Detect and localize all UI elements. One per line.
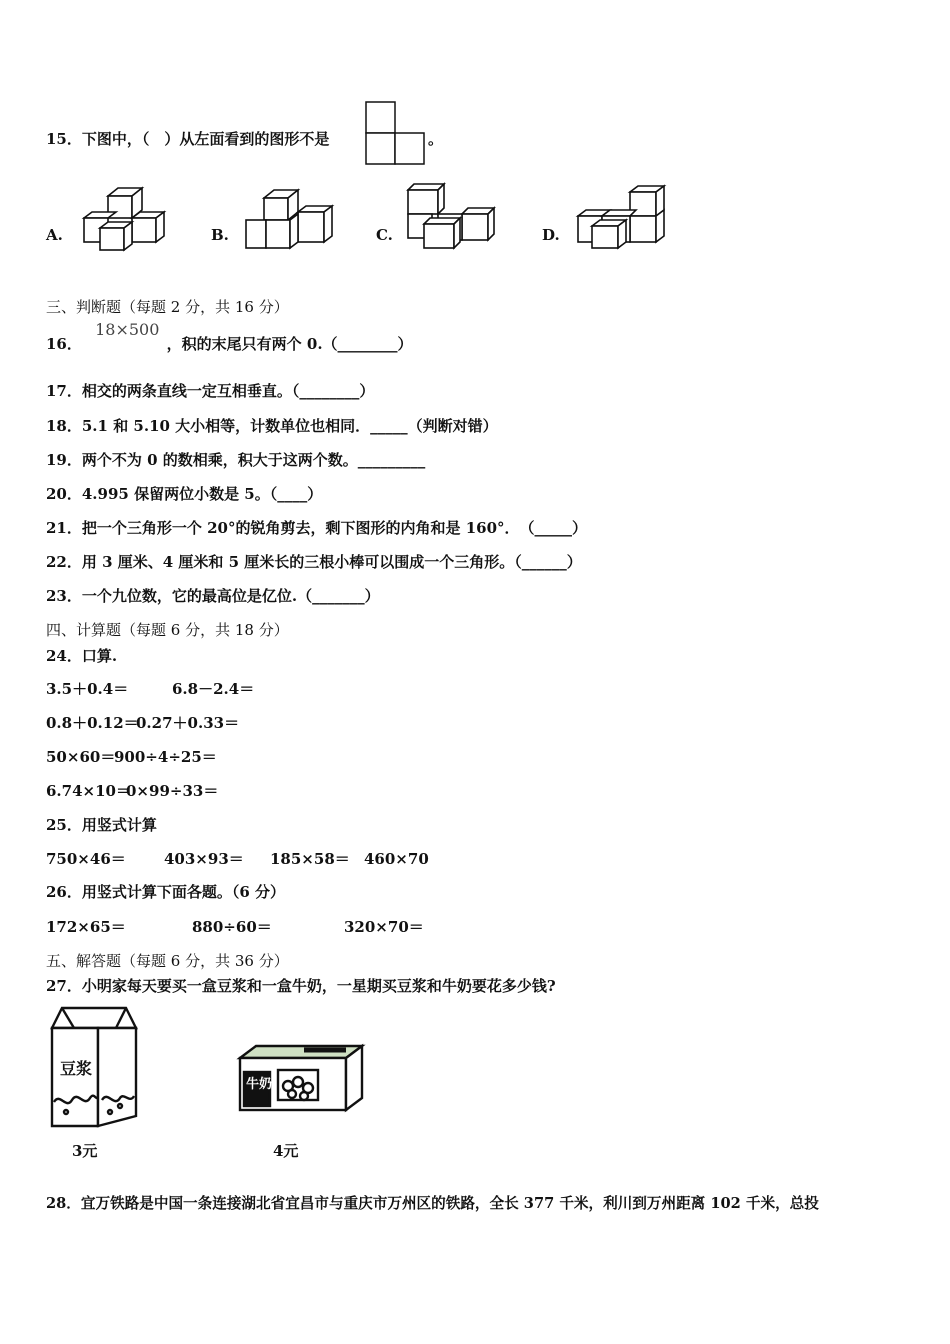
question-16-formula: 18×500 [95, 320, 160, 339]
question-18: 18．5.1 和 5.10 大小相等，计数单位也相同．_____（判断对错） [46, 417, 498, 435]
vertical-calc-item: 460×70 [364, 850, 429, 868]
oral-calc-item: 3.5＋0.4＝ [46, 680, 129, 698]
question-16-text: ，积的末尾只有两个 0.（________） [166, 335, 413, 353]
oral-calc-item: 0.27＋0.33＝ [136, 714, 240, 732]
oral-calc-item: 0.8＋0.12＝ [46, 714, 139, 732]
soy-milk-price: 3元 [72, 1142, 98, 1160]
question-27: 27．小明家每天要买一盒豆浆和一盒牛奶，一星期买豆浆和牛奶要花多少钱? [46, 977, 556, 995]
question-16-number: 16． [46, 335, 82, 353]
question-20: 20．4.995 保留两位小数是 5。（____） [46, 485, 323, 503]
soy-milk-carton-image [44, 1004, 144, 1132]
question-23: 23．一个九位数，它的最高位是亿位.（_______） [46, 587, 380, 605]
vertical-calc-item: 185×58＝ [270, 850, 350, 868]
option-b-label: B. [211, 226, 229, 244]
vertical-calc-item: 403×93＝ [164, 850, 244, 868]
question-25-title: 25．用竖式计算 [46, 816, 157, 834]
oral-calc-item: 6.8－2.4＝ [172, 680, 255, 698]
oral-calc-row-4 [46, 780, 218, 801]
section-3-heading: 三、判断题（每题 2 分，共 16 分） [46, 298, 289, 316]
section-4-heading: 四、计算题（每题 6 分，共 18 分） [46, 621, 289, 639]
milk-price: 4元 [273, 1142, 299, 1160]
cube-figure-a [80, 184, 172, 254]
question-15-text: 15．下图中，（ ）从左面看到的图形不是 [46, 130, 330, 148]
section-5-heading: 五、解答题（每题 6 分，共 36 分） [46, 952, 289, 970]
milk-label: 牛奶 [246, 1077, 273, 1092]
vertical-calc-item: 172×65＝ [46, 918, 126, 936]
question-26-title: 26．用竖式计算下面各题。（6 分） [46, 883, 286, 901]
question-17: 17．相交的两条直线一定互相垂直。（________） [46, 382, 375, 400]
question-16 [46, 320, 413, 354]
oral-calc-item: 50×60＝ [46, 748, 116, 766]
question-15-end: 。 [428, 130, 444, 148]
question-28: 28．宜万铁路是中国一条连接湖北省宜昌市与重庆市万州区的铁路，全长 377 千米，利川到万州距离 102 千米，总投 [46, 1195, 819, 1212]
vertical-calc-row [46, 848, 429, 869]
question-22: 22．用 3 厘米、4 厘米和 5 厘米长的三根小棒可以围成一个三角形。（______） [46, 553, 582, 571]
vertical-calc-item: 320×70＝ [344, 918, 424, 936]
cube-figure-c [404, 182, 498, 252]
vertical-calc-item: 880÷60＝ [192, 918, 272, 936]
question-15 [46, 128, 329, 149]
oral-calc-item: 0×99÷33＝ [126, 782, 219, 800]
milk-box-image [234, 1042, 368, 1116]
oral-calc-item: 6.74×10＝ [46, 782, 131, 800]
question-24-title: 24．口算. [46, 647, 118, 665]
oral-calc-item: 900÷4÷25＝ [114, 748, 217, 766]
oral-calc-row-3 [46, 746, 217, 767]
question-19: 19．两个不为 0 的数相乘，积大于这两个数。_________ [46, 451, 426, 469]
soy-milk-label: 豆浆 [60, 1059, 93, 1078]
question-21: 21．把一个三角形一个 20°的锐角剪去，剩下图形的内角和是 160°． （_____） [46, 519, 588, 537]
cube-figure-b [242, 186, 338, 252]
cube-figure-d [574, 182, 670, 252]
oral-calc-row-2 [46, 712, 239, 733]
oral-calc-row-1 [46, 678, 254, 699]
vertical-calc-row-26 [46, 916, 424, 937]
option-d-label: D. [542, 226, 560, 244]
option-a-label: A. [46, 226, 63, 244]
left-view-shape [364, 100, 426, 166]
option-c-label: C. [376, 226, 393, 244]
vertical-calc-item: 750×46＝ [46, 850, 126, 868]
